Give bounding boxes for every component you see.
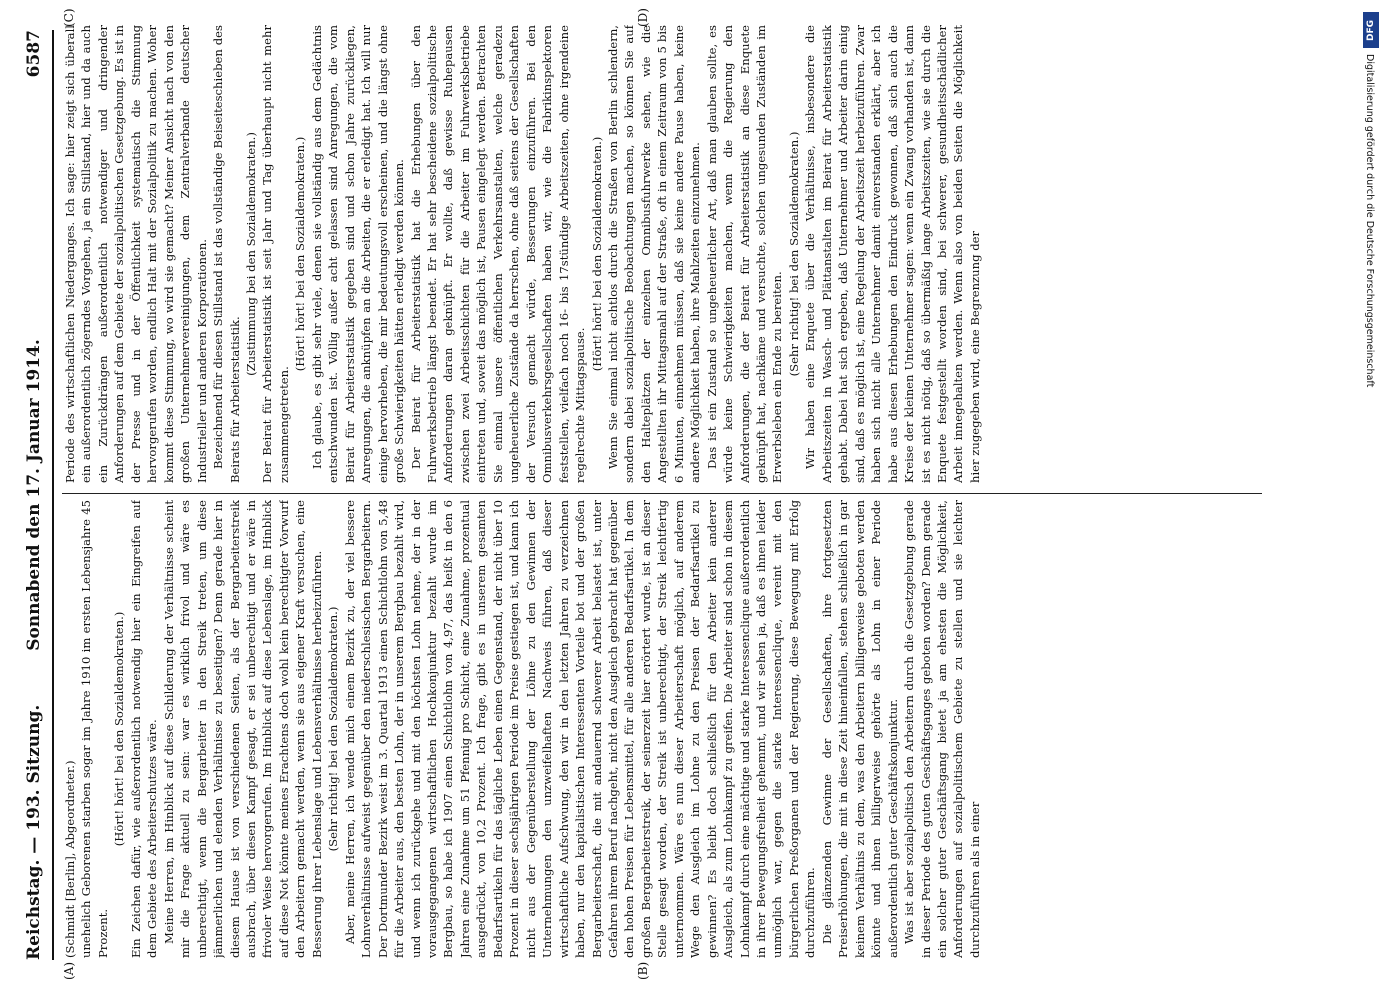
margin-marker-c: (C) [62, 8, 76, 27]
credit-text: Digitalisierung gefördert durch die Deutsche Forschungsgemeinschaft [1364, 54, 1375, 388]
left-column [62, 500, 1262, 958]
paragraph: Die glänzenden Gewinne der Gesellschaften, ihre fortgesetzten Preiserhöhungen, die mit in diese Zeit hineinfallen, stehen schließlich in gar keinem Verhältnis zu dem, was den Arbeitern billigerweise geboten werden könnte und ihnen billigerweise gehörte als Lohn in einer Periode außerordentlich guter Geschäftskonjunktur. [819, 500, 900, 958]
interjection: (Hört! hört! bei den Sozialdemokraten.) [293, 136, 308, 372]
paragraph: Ein Zeichen dafür, wie außerordentlich notwendig hier ein Eingreifen auf dem Gebiete des Arbeiterschutzes wäre. [128, 500, 160, 958]
interjection: (Sehr richtig! bei den Sozialdemokraten.) [786, 131, 801, 377]
margin-marker-d: (D) [636, 8, 650, 27]
paragraph: Wenn Sie einmal nicht achtlos durch die Straßen von Berlin schlendern, sondern dabei sozialpolitische Beobachtungen machen, so können Sie auf den Halteplätzen der einzelnen Omnibusfuhrwerke sehen, wie die Angestellten ihr Mittagsmahl auf der Straße, oft in einem Zeitraum von 5 bis 6 Minuten, einnehmen müssen, daß sie keine andere Pause haben, keine andere Möglichkeit haben, ihre Mahlzeiten einzunehmen. [605, 25, 703, 483]
interjection: (Hört! hört! bei den Sozialdemokraten.) [112, 611, 127, 847]
paragraph: Aber, meine Herren, ich wende mich einem Bezirk zu, der viel bessere Lohnverhältnisse aufweist gegenüber den niederschlesischen Bergarbeitern. Der Dortmunder Bezirk weist im 3. Quartal 1913 einen Schichtlohn von 5,48 für die Arbeiter aus, den besten Lohn, der in unserem Bergbau bezahlt wird, und wenn ich zurückgehe und mit den höchsten Lohn nehme, der in der vorausgegangenen wirtschaftlichen Hochkonjunktur bezahlt wurde im Bergbau, so habe ich 1907 einen Schichtlohn von 4,97, das heißt in den 6 Jahren eine Zunahme um 51 Pfennig pro Schicht, eine Zunahme, prozentual ausgedrückt, von 10,2 Prozent. Ich frage, gibt es in unserem gesamten Bedarfsartikeln für das tägliche Leben einen Gegenstand, der nicht über 10 Prozent in dieser sechsjährigen Periode im Preise gestiegen ist, und kann ich nicht aus der Gegenüberstellung der Löhne zu den Gewinnen der Unternehmungen den unzweifelhaften Nachweis führen, daß dieser wirtschaftliche Aufschwung, den wir in den letzten Jahren zu verzeichnen haben, nur den kapitalistischen Interessenten Vorteile bot und der großen Bergarbeiterschaft, die mit andauernd schwerer Arbeit belastet ist, unter Gefahren ihrem Beruf nachgeht, nicht den Ausgleich gebracht hat gegenüber den hohen Preisen für Lebensmittel, für alle anderen Bedarfsartikel. In dem großen Bergarbeiterstreik, der seinerzeit hier erörtert wurde, ist an dieser Stelle gesagt worden, der Streik ist unberechtigt, der Streik leichtfertig unternommen. Wäre es nun dieser Arbeiterschaft möglich, auf anderem Wege den Ausgleich im Lohne zu den Preisen der Bedarfsartikel zu gewinnen? Es bleibt doch schließlich für den Arbeiter kein anderer Ausgleich, als zum Lohnkampf zu greifen. Die Arbeiter sind schon in diesem Lohnkampf durch eine mächtige und starke Interessenclique außerordentlich in ihrer Bewegungsfreiheit gehemmt, und wir sehen ja, daß es ihnen leider unmöglich war, gegen die starke Interessenclique, vereint mit den bürgerlichen Preßorganen und der Regierung, diese Bewegung mit Erfolg durchzuführen. [342, 500, 818, 958]
paragraph: Meine Herren, im Hinblick auf diese Schilderung der Verhältnisse scheint mir die Frage aktuell zu sein: war es wirklich frivol und wäre es unberechtigt, wenn die Bergarbeiter in den Streik treten, um diese jämmerlichen und elenden Verhältnisse zu beseitigen? Denn gerade hier in diesem Hause ist von verschiedenen Seiten, als der Bergarbeiterstreik ausbrach, über diesen Kampf gesagt, er sei unberechtigt und er wäre in frivoler Weise hervorgerufen. Im Hinblick auf diese Lebenslage, im Hinblick auf diese Not könnte meines Erachtens doch wohl kein berechtigter Vorwurf den Arbeitern gemacht werden, wenn sie aus eigener Kraft versuchen, eine Besserung ihrer Lebenslage und Lebensverhältnisse herbeizuführen. [161, 500, 324, 958]
paragraph: Bezeichnend für diesen Stillstand ist das vollständige Beiseiteschieben des Beirats für Arbeiterstatistik. [211, 25, 242, 483]
paragraph: unehelich Geborenen starben sogar im Jahre 1910 im ersten Lebensjahre 45 Prozent. [79, 500, 110, 958]
margin-marker-a: (A) [62, 961, 76, 980]
column-divider [62, 493, 1262, 494]
paragraph: Der Beirat für Arbeiterstatistik hat die Erhebungen über den Fuhrwerksbetrieb längst beendet. Er hat sehr bescheidene sozialpolitische Anforderungen daran geknüpft. Er wollte, daß gewisse Ruhepausen zwischen zwei Arbeitsschichten für die Arbeiter im Fuhrwerksbetriebe eintreten und, soweit das möglich ist, Pausen eingelegt werden. Betrachten Sie einmal unsere öffentlichen Verkehrsanstalten, welche geradezu ungeheuerliche Zustände da herrschen, ohne daß seitens der Gesellschaften der Versuch gemacht würde, Besserungen einzuführen. Bei den Omnibusverkehrsgesellschaften haben wir, wie die Fabrikinspektoren feststellen, vielfach noch 16- bis 17stündige Arbeitszeiten, ohne irgendeine regelrechte Mittagspause. [408, 25, 588, 483]
paragraph: Der Beirat für Arbeiterstatistik ist seit Jahr und Tag überhaupt nicht mehr zusammengetreten. [260, 25, 291, 483]
page-header [18, 30, 54, 960]
paragraph: Periode des wirtschaftlichen Niederganges. Ich sage: hier zeigt sich überall ein außerordentlich zögerndes Vorgehen, ja ein Stillstand, hier und da auch ein Zurückdrängen außerordentlich notwendiger und dringender Anforderungen auf dem Gebiete der sozialpolitischen Gesetzgebung. Es ist in der Presse und in der Öffentlichkeit systematisch die Stimmung hervorgerufen worden, endlich Halt mit der Sozialpolitik zu machen. Woher kommt diese Stimmung, wo wird sie gemacht? Meiner Ansicht nach von den großen Unternehmervereinigungen, dem Zentralverbande deutscher Industrieller und anderen Korporationen. [63, 25, 209, 483]
header-left: Reichstag. — 193. Sitzung. [24, 704, 44, 960]
margin-marker-b: (B) [636, 961, 650, 980]
dfg-logo: DFG [1363, 12, 1379, 48]
header-date: Sonnabend den 17. Januar 1914. [24, 339, 44, 651]
right-column [62, 25, 1262, 483]
paragraph: Ich glaube, es gibt sehr viele, denen sie vollständig aus dem Gedächtnis entschwunden ist. Völlig außer acht gelassen sind Anregungen, die vom Beirat für Arbeiterstatistik gegeben sind und schon Jahre zurückliegen, Anregungen, die anknüpfen an die Arbeiten, die er erledigt hat. Ich will nur einige hervorheben, die mir bedeutungsvoll erscheinen, und die längst ohne große Schwierigkeiten hätten erledigt werden können. [309, 25, 407, 483]
interjection: (Hört! hört! bei den Sozialdemokraten.) [589, 136, 604, 372]
interjection: (Sehr richtig! bei den Sozialdemokraten.) [326, 606, 341, 852]
paragraph: (Schmidt [Berlin], Abgeordneter.) [63, 760, 77, 958]
page-number: 6587 [24, 30, 44, 78]
digitization-credit [1362, 6, 1380, 726]
paragraph: Das ist ein Zustand so ungeheuerlicher Art, daß man glauben sollte, es würde keine Schwierigkeiten machen, wenn die Regierung den Anforderungen, die der Beirat für Arbeiterstatistik an diese Enquete geknüpft hat, nachkäme und versuchte, solchen ungesunden Zuständen im Erwerbsleben ein Ende zu bereiten. [704, 25, 785, 483]
paragraph: Was ist aber sozialpolitisch den Arbeitern durch die Gesetzgebung gerade in dieser Periode des guten Geschäftsganges geboten worden? Denn gerade ein solcher guter Geschäftsgang bietet ja am ehesten die Möglichkeit, Anforderungen auf sozialpolitischem Gebiete zu stellen und sie leichter durchzuführen als in einer [902, 500, 982, 958]
paragraph: Wir haben eine Enquete über die Verhältnisse, insbesondere die Arbeitszeiten in Wasch- und Plättanstalten im Beirat für Arbeiterstatistik gehabt. Dabei hat sich ergeben, daß Unternehmer und Arbeiter darin einig sind, daß es möglich ist, eine Regelung der Arbeitszeit herbeizuführen. Zwar haben sich nicht alle Unternehmer damit einverstanden erklärt, aber ich habe aus diesen Erhebungen den Eindruck gewonnen, daß sich auch die Kreise der kleinen Unternehmer sagen: wenn ein Zwang vorhanden ist, dann ist es nicht nötig, daß so übermäßig lange Arbeitszeiten, wie sie durch die Enquete festgestellt worden sind, bei schwerer, gesundheitsschädlicher Arbeit innegehalten werden. Wenn also von beiden Seiten die Möglichkeit hier zugegeben wird, eine Begrenzung der [803, 25, 982, 483]
interjection: (Zustimmung bei den Sozialdemokraten.) [243, 132, 258, 376]
